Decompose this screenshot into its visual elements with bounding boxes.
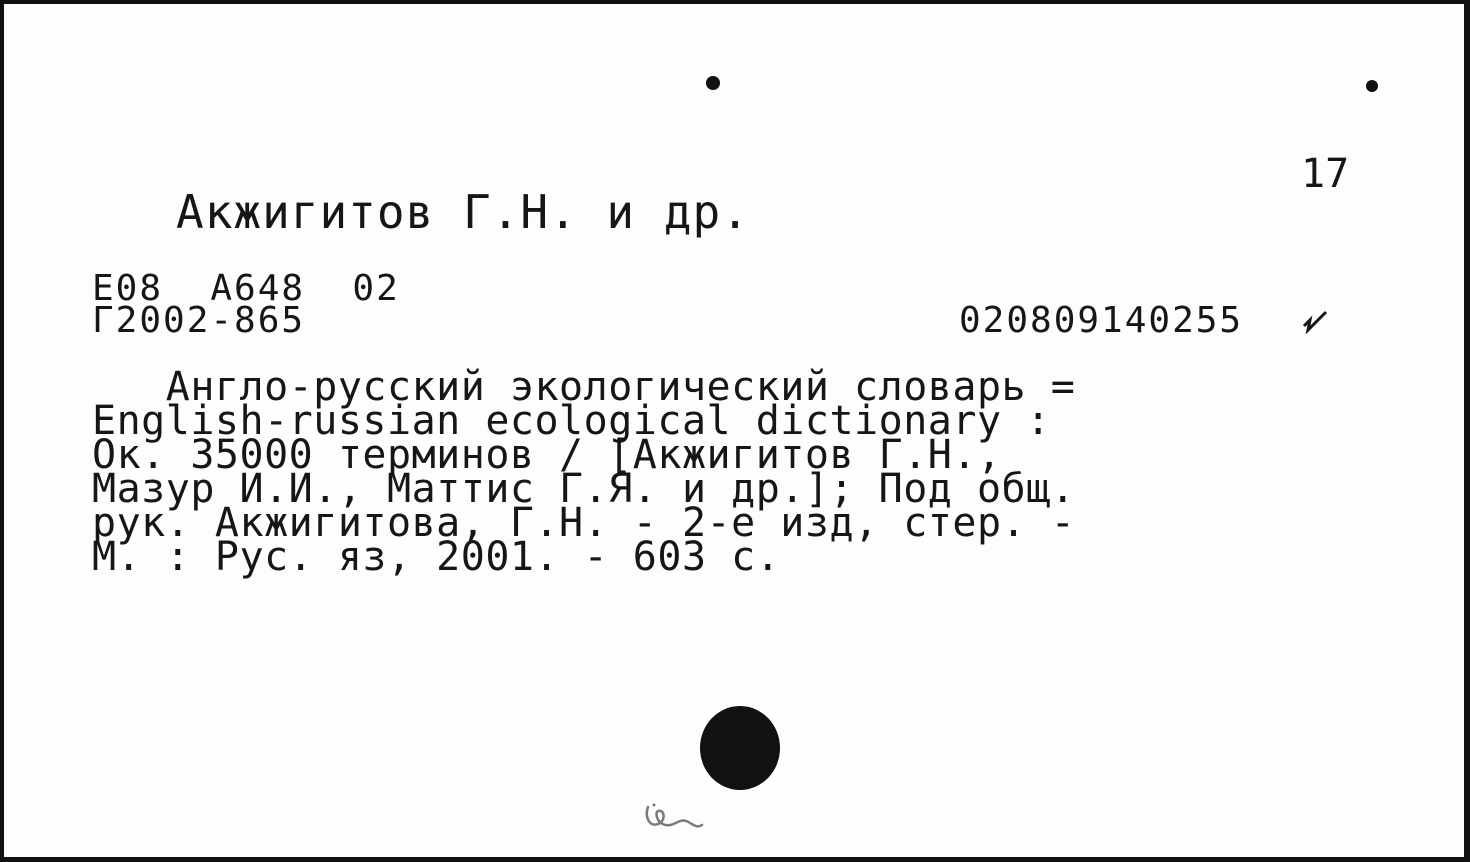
description-line-5: рук. Акжигитова, Г.Н. - 2-е изд, стер. - xyxy=(92,500,1076,546)
description-line-2: English-russian ecological dictionary : xyxy=(92,398,1051,444)
pencil-mark-icon xyxy=(640,799,720,839)
description-line-4: Мазур И.И., Маттис Г.Я. и др.]; Под общ. xyxy=(92,466,1076,512)
top-dot-left xyxy=(706,76,720,90)
card-number: 17 xyxy=(1301,151,1350,197)
description-line-6: М. : Рус. яз, 2001. - 603 с. xyxy=(92,534,781,580)
card-heading: Акжигитов Г.Н. и др. xyxy=(176,185,750,239)
record-id: 020809140255 xyxy=(959,300,1244,341)
check-mark-icon xyxy=(1300,306,1330,336)
punch-hole xyxy=(700,706,780,790)
code-line-2: Г2002-865 xyxy=(92,300,306,341)
description-line-1: Англо-русский экологический словарь = xyxy=(92,364,1076,410)
code-line-1: Е08 А648 02 xyxy=(92,268,400,309)
description-line-3: Ок. 35000 терминов / [Акжигитов Г.Н., xyxy=(92,432,1002,478)
top-dot-right xyxy=(1366,80,1378,92)
